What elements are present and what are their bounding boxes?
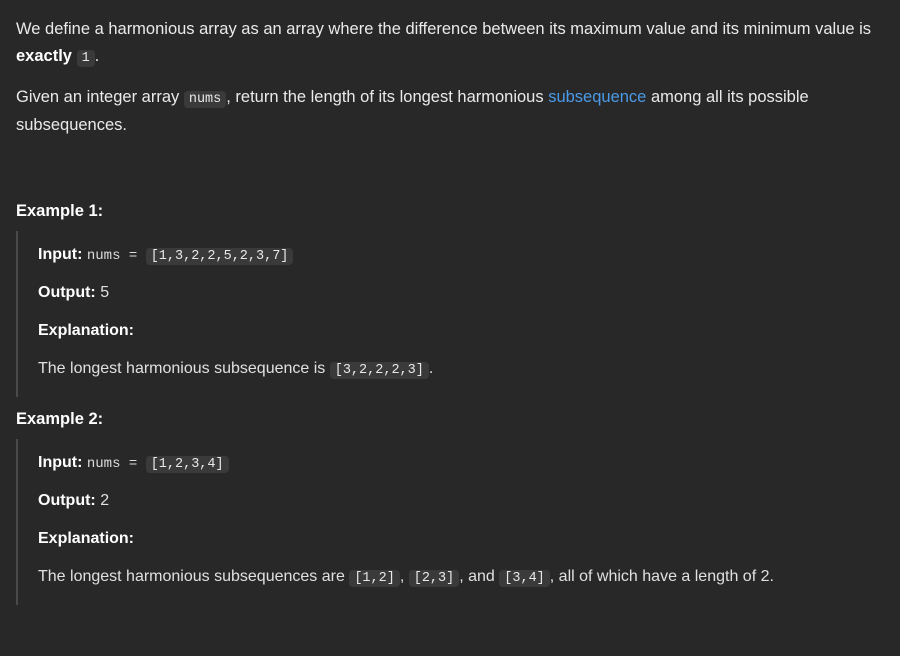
example-2-explanation-mid-1: ,: [399, 567, 409, 585]
example-1-input-label: Input:: [38, 245, 83, 263]
section-spacer: [16, 153, 884, 199]
example-1-output-label: Output:: [38, 283, 96, 301]
definition-emphasis: exactly: [16, 47, 72, 66]
definition-text-after: .: [94, 47, 100, 66]
example-2-explanation-after: , all of which have a length of 2.: [549, 567, 774, 585]
example-2-title: Example 2:: [16, 410, 104, 429]
example-1-explanation-label-line: [38, 319, 884, 343]
example-1-input-line: [38, 243, 884, 267]
task-text-after: among all its possible subsequences.: [16, 88, 809, 134]
subsequence-link[interactable]: subsequence: [548, 88, 647, 107]
example-2-block: [16, 439, 884, 606]
task-text-mid: , return the length of its longest harmonious: [226, 88, 549, 107]
example-2-output-value: 2: [100, 491, 110, 509]
task-paragraph: [16, 84, 884, 138]
definition-paragraph: [16, 16, 884, 70]
example-1-title: Example 1:: [16, 201, 104, 220]
example-2-explanation-code-2: [2,3]: [409, 570, 460, 587]
example-1-explanation-mid-1: .: [428, 359, 434, 377]
definition-text-before: We define a harmonious array as an array where the difference between its maximum value and its minimum value is: [16, 20, 872, 38]
example-1-input-value: [1,3,2,2,5,2,3,7]: [146, 248, 294, 265]
example-2-input-line: [38, 451, 884, 475]
example-2-explanation-label-line: [38, 527, 884, 551]
example-1-input-expr: nums =: [86, 247, 146, 264]
example-2-explanation-code-3: [3,4]: [499, 570, 550, 587]
task-text-before: Given an integer array: [16, 88, 184, 107]
example-2-input-value: [1,2,3,4]: [146, 456, 229, 473]
definition-space: [72, 47, 77, 65]
example-1-explanation-before: The longest harmonious subsequence is: [38, 359, 330, 377]
example-1-output-value: 5: [100, 283, 110, 301]
example-2-explanation-label: Explanation:: [38, 529, 135, 547]
task-code-nums: nums: [184, 91, 226, 108]
example-2-explanation-mid-2: , and: [459, 567, 500, 585]
example-2-output-label: Output:: [38, 491, 96, 509]
example-2-input-label: Input:: [38, 453, 83, 471]
definition-code-value: 1: [77, 50, 95, 67]
example-1-output-line: [38, 281, 884, 305]
example-2-input-expr: nums =: [86, 455, 146, 472]
example-2-explanation-code-1: [1,2]: [349, 570, 400, 587]
example-2-explanation-before: The longest harmonious subsequences are: [38, 567, 350, 585]
example-1-block: [16, 231, 884, 398]
example-2-output-line: [38, 489, 884, 513]
example-1-explanation-code-1: [3,2,2,2,3]: [330, 362, 429, 379]
example-1-explanation-text: [38, 357, 884, 381]
example-2-explanation-text: [38, 565, 884, 589]
example-1-explanation-label: Explanation:: [38, 321, 135, 339]
